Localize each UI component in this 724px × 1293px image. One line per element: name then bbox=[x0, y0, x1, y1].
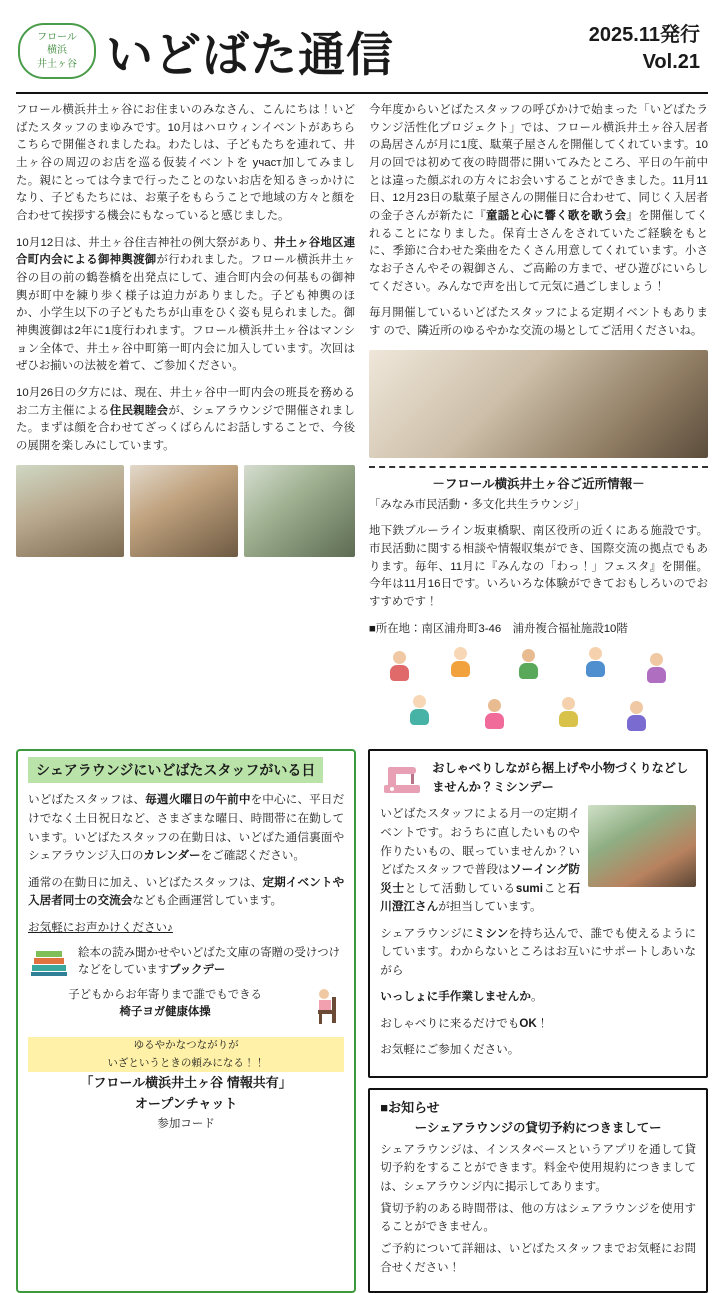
left-paragraph-1: フロール横浜井土ヶ谷にお住まいのみなさん、こんにちは！いどばたスタッフのまゆみです。10月はハロウィンイベントがあちらこちらで開催されましたね。わたしは、子どもたちを連れて、井土ヶ谷の周辺のお店を巡る仮装イベントを участ加してみました。親にとっては今まで行ったことのないお店を知るきっかけになり、子どもたちには、お菓子をもらうことで地域の方々と顔を合わせて挨拶する機会にもなっていると感じました。 bbox=[16, 104, 355, 223]
page-header bbox=[0, 0, 724, 92]
kid-figure bbox=[410, 695, 430, 725]
share-lounge-paragraph-1 bbox=[28, 791, 344, 865]
chair-yoga-text bbox=[28, 987, 302, 1021]
children-illustration bbox=[369, 647, 708, 743]
page-title: いどばた通信 bbox=[106, 27, 394, 83]
right-p1-bold: 童謡と心に響く歌を歌う会 bbox=[486, 210, 627, 223]
sw-p1-mid-2: こと bbox=[542, 881, 569, 895]
sl-p2-pre: 通常の在勤日に加え、いどばたスタッフは、 bbox=[28, 875, 263, 889]
sewing-machine-icon bbox=[380, 759, 424, 799]
left-p2-post: が行われました。フロール横浜井土ヶ谷の目の前の鶴巻橋を出発点にして、連合町内会の何基もの御神輿が町中を練り歩く様子は迫力がありました。子ども神輿のほか、小学生以下の子どもたちが山車をひく姿も見られました。御神輿渡御は2年に1度行われます。フロール横浜井土ヶ谷はマンション全体で、井土ヶ谷中町第一町内会に加入しています。次回はぜひお揃いの法被を着て、ご参加ください。 bbox=[16, 254, 355, 373]
sl-p2-bold: 定期イベントや入居者同士の交流会 bbox=[28, 875, 345, 908]
sl-p1-bold-2: カレンダー bbox=[143, 849, 201, 863]
open-chat-subtitle: オープンチャット bbox=[134, 1096, 238, 1112]
logo-line-1: フロール bbox=[37, 31, 77, 43]
issue-meta bbox=[589, 22, 706, 80]
sewing-paragraph-4 bbox=[380, 1015, 696, 1034]
masthead bbox=[106, 22, 706, 83]
sewing-paragraph-5: お気軽にご参加ください。 bbox=[380, 1043, 520, 1057]
sw-p1-bold-3: 石川澄江さん bbox=[380, 881, 580, 914]
share-lounge-cta bbox=[28, 919, 344, 938]
logo-line-3: 井土ヶ谷 bbox=[37, 58, 77, 70]
yoga-text-bold: 椅子ヨガ健康体操 bbox=[119, 1006, 211, 1019]
open-chat-block bbox=[28, 1037, 344, 1133]
share-lounge-title: シェアラウンジにいどばたスタッフがいる日 bbox=[28, 757, 323, 783]
left-p2-bold: 井土ヶ谷地区連合町内会による御神輿渡御 bbox=[16, 236, 355, 267]
open-chat-line-2: いざというときの頼みになる！！ bbox=[28, 1055, 344, 1072]
kid-figure bbox=[627, 701, 647, 731]
book-day-text-bold: ブックデー bbox=[169, 964, 226, 977]
sl-p1-mid: を中心に、平日だけでなく土日祝日など、さまざまな曜日、時間帯に在勤しています。いどばたスタッフの在勤日は、いどばた通信裏面やシェアラウンジ入口の bbox=[28, 793, 345, 863]
sl-p1-post: をご確認ください。 bbox=[200, 849, 305, 863]
sl-p2-post: なども企画運営しています。 bbox=[132, 894, 283, 908]
share-lounge-cta-text: お気軽にお声かけください♪ bbox=[28, 920, 173, 934]
book-day-row bbox=[28, 945, 344, 981]
kid-figure bbox=[559, 697, 579, 727]
left-paragraph-3 bbox=[16, 385, 355, 456]
share-lounge-box bbox=[16, 749, 356, 1292]
notice-paragraph-1: シェアラウンジは、インスタベースというアプリを通して貸切予約をすることができます。料金や使用規約につきましては、シェアラウンジ内に掲示してあります。 bbox=[380, 1144, 696, 1193]
books-icon bbox=[28, 945, 70, 981]
notice-box bbox=[368, 1088, 708, 1293]
share-lounge-paragraph-2 bbox=[28, 874, 344, 911]
right-p1-pre: 今年度からいどばたスタッフの呼びかけで始まった「いどばたラウンジ活性化プロジェクト」では、フロール横浜井土ヶ谷入居者の島居さんが月に1度、駄菓子屋さんを開催してくれています。10月の回では初めて夜の時間帯に開いてみたところ、平日の午前中とは違った顔ぶれの方々にお会いすることができました。11月11日、12月23日の駄菓子屋さんの開催日に合わせて、同じく入居者の金子さんが新たに『 bbox=[369, 104, 708, 223]
sw-p4-post: ！ bbox=[536, 1016, 549, 1030]
notice-paragraph-3: ご予約について詳細は、いどばたスタッフまでお気軽にお問合せください！ bbox=[380, 1243, 696, 1274]
left-p3-bold: 住民親睦会 bbox=[109, 404, 169, 417]
kid-figure bbox=[389, 651, 409, 681]
header-divider bbox=[16, 92, 708, 94]
left-p3-post: が、シェアラウンジで開催されました。まずは顔を合わせてざっくばらんにお話しすることで、今後の展開を楽しみにしています。 bbox=[16, 404, 355, 453]
sw-p4-pre: おしゃべりに来るだけでも bbox=[380, 1016, 520, 1030]
sewing-day-header bbox=[380, 759, 696, 799]
sw-p3-post: 。 bbox=[530, 990, 543, 1004]
left-column bbox=[16, 102, 355, 743]
photo-sewing bbox=[588, 805, 696, 887]
open-chat-code-label: 参加コード bbox=[157, 1117, 215, 1130]
sewing-paragraph-3 bbox=[380, 988, 696, 1007]
open-chat-line-1: ゆるやかなつながりが bbox=[28, 1037, 344, 1054]
photo-event-poster bbox=[16, 465, 124, 557]
sewing-day-title: おしゃべりしながら裾上げや小物づくりなどしませんか？ミシンデー bbox=[432, 761, 689, 794]
right-p1-post: 』を開催してくれることになりました。保育士さんをされていたご経験をもとに、季節に合わせた楽曲をたくさん用意してくれています。小さなお子さんやその親御さん、ご高齢の方まで、ぜひ遊びにいらしてください。みんなで声を出して元気に過ごしましょう！ bbox=[369, 210, 708, 293]
sw-p2-bold: ミシン bbox=[473, 926, 509, 940]
sl-p1-pre: いどばたスタッフは、 bbox=[28, 793, 146, 807]
sw-p2-pre: シェアラウンジに bbox=[380, 926, 474, 940]
sewing-paragraph-2 bbox=[380, 925, 696, 981]
left-p2-pre: 10月12日は、井土ヶ谷住吉神社の例大祭があり、 bbox=[16, 236, 274, 249]
neighborhood-description: 地下鉄ブルーライン坂東橋駅、南区役所の近くにある施設です。市民活動に関する相談や情報収集ができ、国際交流の拠点でもあります。毎年、11月に『みんなの「わっ！」フェスタ』を開催。今年は11月16日です。いろいろな体験ができておもしろいのでおすすめです！ bbox=[369, 525, 708, 609]
notice-paragraph-2: 貸切予約のある時間帯は、他の方はシェアラウンジを使用することができません。 bbox=[380, 1202, 696, 1233]
right-bottom-column bbox=[368, 749, 708, 1292]
sw-p3-bold: いっしょに手作業しませんか bbox=[380, 990, 531, 1004]
photo-mikoshi bbox=[130, 465, 238, 557]
sl-p1-bold-1: 毎週火曜日の午前中 bbox=[145, 793, 251, 807]
kid-figure bbox=[647, 653, 667, 683]
neighborhood-facility-name: 「みなみ市民活動・多文化共生ラウンジ」 bbox=[369, 498, 586, 511]
left-photo-row bbox=[16, 465, 355, 557]
sw-p1-bold-1: ソーイング防災士 bbox=[380, 863, 580, 895]
right-paragraph-2: 毎月開催しているいどばたスタッフによる定期イベントもあります ので、隣近所のゆるやかな交流の場としてご活用くださいね。 bbox=[369, 307, 708, 338]
photo-lounge-room bbox=[369, 350, 708, 458]
right-column bbox=[369, 102, 708, 743]
notice-title: ■お知らせ bbox=[380, 1100, 440, 1115]
chair-icon bbox=[310, 987, 344, 1027]
dashed-divider bbox=[369, 466, 708, 468]
sw-p1-mid: として活動している bbox=[404, 881, 516, 895]
left-paragraph-2 bbox=[16, 235, 355, 376]
open-chat-title: 「フロール横浜井土ヶ谷 情報共有」 bbox=[80, 1074, 292, 1090]
notice-subtitle: ーシェアラウンジの貸切予約につきましてー bbox=[414, 1121, 662, 1135]
book-day-text-pre: 絵本の読み聞かせやいどばた文庫の寄贈の受けつけなどをしています bbox=[78, 947, 340, 977]
chair-yoga-row bbox=[28, 987, 344, 1027]
book-day-text bbox=[78, 945, 344, 979]
kid-figure bbox=[484, 699, 504, 729]
main-columns bbox=[0, 102, 724, 743]
sw-p4-bold: OK bbox=[519, 1016, 537, 1030]
left-p3-pre: 10月26日の夕方には、現在、井土ヶ谷中一町内会の班長を務めるお二方主催による bbox=[16, 387, 355, 417]
kid-figure bbox=[518, 649, 538, 679]
logo-badge bbox=[18, 23, 96, 79]
bottom-section bbox=[0, 743, 724, 1292]
sewing-day-box bbox=[368, 749, 708, 1078]
neighborhood-address: ■所在地：南区浦舟町3-46 浦舟複合福祉施設10階 bbox=[369, 622, 628, 635]
sw-p1-pre: いどばたスタッフによる月一の定期イベントです。おうちに直したいものや作りたいもの、眠っていませんか？いどばたスタッフで普段は bbox=[380, 807, 580, 877]
sw-p1-post: が担当しています。 bbox=[438, 900, 542, 914]
yoga-text-pre: 子どもからお年寄りまで誰でもできる bbox=[68, 989, 262, 1002]
neighborhood-section-title: －フロール横浜井土ヶ谷ご近所情報－ bbox=[432, 476, 645, 491]
sw-p2-post: を持ち込んで、誰でも使えるようにしています。わからないところはお互いにサポートしあいながら bbox=[380, 926, 696, 977]
photo-children-dashi bbox=[244, 465, 355, 557]
issue-date: 2025.11発行 bbox=[588, 24, 700, 46]
issue-volume: Vol.21 bbox=[642, 51, 700, 73]
kid-figure bbox=[586, 647, 606, 677]
kid-figure bbox=[450, 647, 470, 677]
right-paragraph-1 bbox=[369, 102, 708, 296]
sw-p1-bold-2: sumi bbox=[515, 881, 543, 895]
logo-line-2: 横浜 bbox=[47, 45, 67, 57]
